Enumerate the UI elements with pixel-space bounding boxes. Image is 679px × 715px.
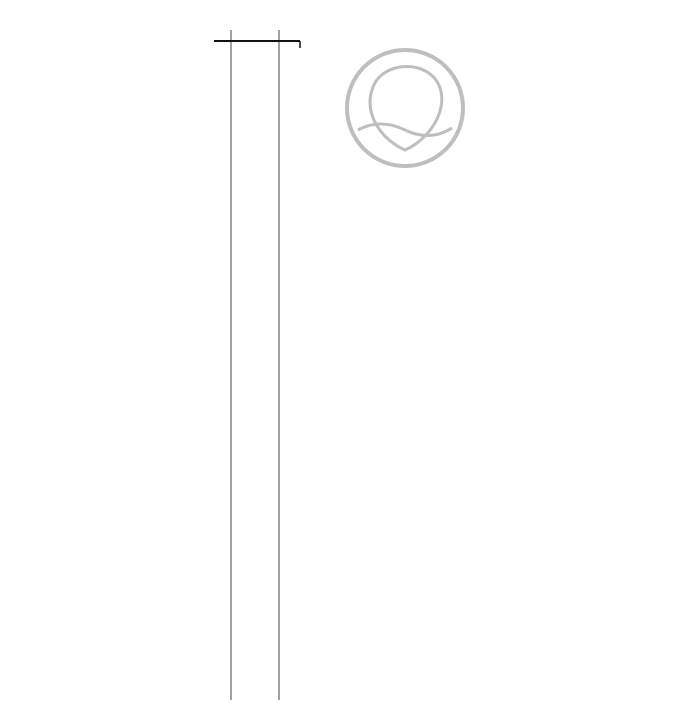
depth-track [231, 30, 279, 700]
watermark-logo [347, 50, 463, 166]
